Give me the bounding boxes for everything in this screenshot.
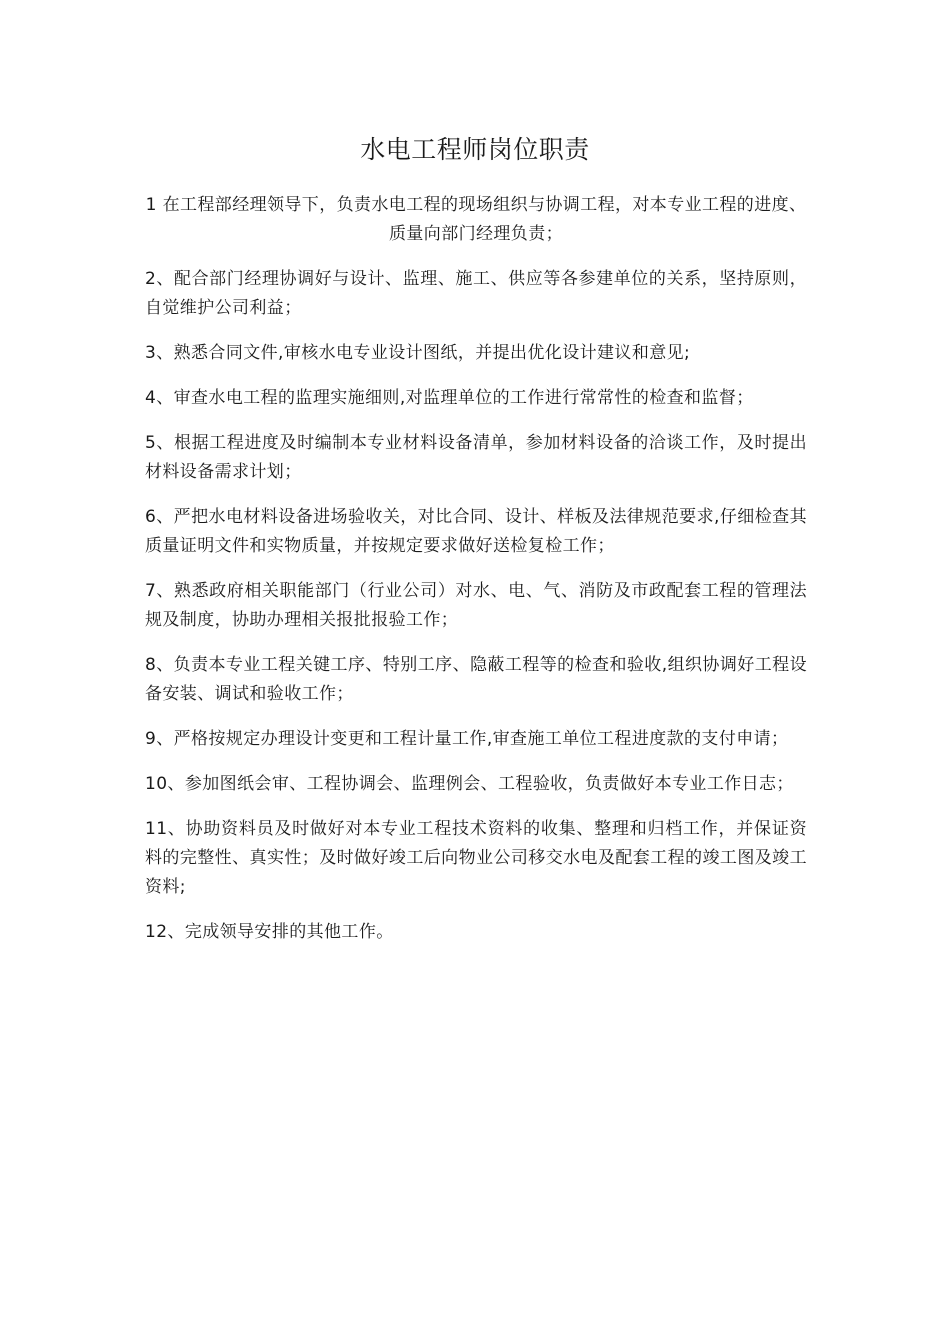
duty-item-10: 10、参加图纸会审、工程协调会、监理例会、工程验收，负责做好本专业工作日志；: [145, 774, 794, 794]
duty-item-5: 5、根据工程进度及时编制本专业材料设备清单，参加材料设备的洽谈工作，及时提出材料设备需求计划；: [145, 433, 807, 482]
duty-item-3: 3、熟悉合同文件,审核水电专业设计图纸，并提出优化设计建议和意见;: [145, 343, 691, 363]
duty-item-1: 1 在工程部经理领导下，负责水电工程的现场组织与协调工程，对本专业工程的进度、质量向部门经理负责；: [145, 195, 807, 244]
duty-item-2: 2、配合部门经理协调好与设计、监理、施工、供应等各参建单位的关系，坚持原则，自觉维护公司利益；: [145, 269, 807, 318]
duty-item-8: 8、负责本专业工程关键工序、特别工序、隐蔽工程等的检查和验收,组织协调好工程设备安装、调试和验收工作；: [145, 655, 807, 704]
document-title: 水电工程师岗位职责: [360, 135, 590, 164]
duty-item-11: 11、协助资料员及时做好对本专业工程技术资料的收集、整理和归档工作，并保证资料的完整性、真实性；及时做好竣工后向物业公司移交水电及配套工程的竣工图及竣工资料;: [145, 819, 807, 897]
duty-item-7: 7、熟悉政府相关职能部门（行业公司）对水、电、气、消防及市政配套工程的管理法规及制度，协助办理相关报批报验工作；: [145, 581, 807, 630]
document-body: [145, 191, 807, 963]
duty-item-6: 6、严把水电材料设备进场验收关，对比合同、设计、样板及法律规范要求,仔细检查其质量证明文件和实物质量，并按规定要求做好送检复检工作；: [145, 507, 807, 556]
duty-item-12: 12、完成领导安排的其他工作。: [145, 922, 394, 942]
duty-item-9: 9、严格按规定办理设计变更和工程计量工作,审查施工单位工程进度款的支付申请；: [145, 729, 789, 749]
duty-item-4: 4、审查水电工程的监理实施细则,对监理单位的工作进行常常性的检查和监督；: [145, 388, 754, 408]
